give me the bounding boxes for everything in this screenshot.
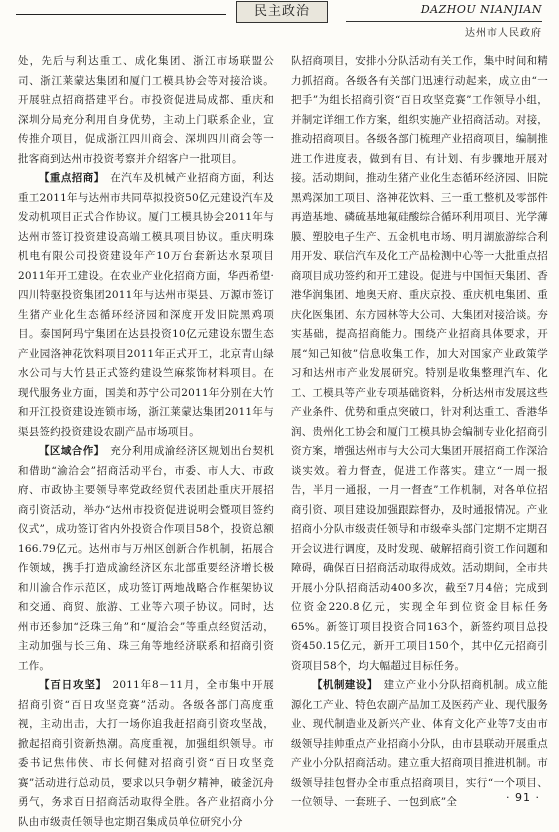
section-heading: 【重点招商】 xyxy=(39,172,105,184)
page-number: · 91 · xyxy=(506,791,540,804)
section-heading: 【百日攻坚】 xyxy=(39,679,108,691)
section-heading: 【区域合作】 xyxy=(39,445,105,457)
paragraph xyxy=(291,52,548,676)
paragraph xyxy=(18,676,274,832)
header-rule-right xyxy=(346,21,542,22)
paragraph-text: 充分利用成渝经济区规划出台契机和借助“渝洽会”招商活动平台，市委、市人大、市政府、市政协主要领导率党政经贸代表团赴重庆开展招商引资活动，举办“达州市投资促进说明会暨项目签约仪式”，成功签订省内外投资合作项目58个，投资总额166.79亿元。达州市与万州区创新合作机制，拓展合作领域，携手打造成渝经济区东北部重要经济增长极和川渝合作示范区，成功签订两地战略合作框架协议和交通、商贸、旅游、工业等六项子协议。同时，达州市还参加“泛珠三角”和“厦洽会”等重点经贸活动，主动加强与长三角、珠三角等地经济联系和招商引资工作。 xyxy=(18,445,275,672)
paragraph xyxy=(18,169,274,442)
paragraph xyxy=(18,52,274,169)
paragraph-text: 2011年8－11月，全市集中开展招商引资“百日攻坚竞赛”活动。各级各部门高度重视，主动出击，大打一场你追我赶招商引资攻坚战，掀起招商引资新热潮。高度重视，加强组织领导。市委书记焦伟侠、市长何健对招商引资“百日攻坚竞赛”活动进行总动员，要求以只争朝夕精神，破釜沉舟勇气，务求百日招商活动取得全胜。各产业招商小分队由市级责任领导也定期召集成员单位研究小分 xyxy=(18,679,274,828)
magazine-title: DAZHOU NIANJIAN xyxy=(420,3,542,16)
paragraph-text: 队招商项目，安排小分队活动有关工作，集中时间和精力抓招商。各级各有关部门迅速行动起来，成立由“一把手”为组长招商引资“百日攻坚竞赛”工作领导小组，并制定详细工作方案，组织实施产业招商活动。对接，推动招商项目。各级各部门梳理产业招商项目，编制推进工作进度表，做到有目、有计划、有步骤地开展对接。活动期间，推动生猪产业化生态循环经济园、旧院黑鸡深加工项目、洛神花饮料、三一重工整机及零部件再造基地、磷硫基地氟硅酸综合循环利用项目、光学薄膜、塑胶电子生产、五金机电市场、明月湖旅游综合利用开发、联信汽车及化工产品检测中心等一大批重点招商项目成功签约和开工建设。促进与中国恒天集团、香港华润集团、地奥天府、重庆京投、重庆机电集团、重庆化医集团、东方园林等大公司、大集团对接洽谈。夯实基础，提高招商能力。围绕产业招商具体要求，开展“知己知彼”信息收集工作，加大对国家产业政策学习和达州市产业发展研究。特别是收集整理汽车、化工、工模具等产业专项基础资料，分析达州市发展这些产业条件、优势和重点突破口，针对利达重工、香港华润、贵州化工协会和厦门工模具协会编制专业化招商引资方案，增强达州市与大公司大集团开展招商工作深洽谈实效。着力督查，促进工作落实。建立“一周一报告，半月一通报，一月一督查”工作机制，对各单位招商引资、项目建设加强跟踪督办，及时通报情况。产业招商小分队市级责任领导和市级牵头部门定期不定期召开会议进行调度，及时发现、破解招商引资工作问题和障碍，确保百日招商活动取得成效。活动期间，全市共开展小分队招商活动400多次，截至7月4倍；完成到位资金220.8亿元，实现全年到位资金目标任务65%。新签订项目投资合同163个，新签约项目总投资450.15亿元，新开工项目150个，其中亿元招商引资项目58个，均大幅超过目标任务。 xyxy=(291,55,548,672)
paragraph-text: 在汽车及机械产业招商方面，利达重工2011年与达州市共同草拟投资50亿元建设汽车及发动机项目正式合作协议。厦门工模具协会2011年与达州市签订投资建设高端工模具项目协议。重庆明珠机电有限公司投资建设年产10万台套新达水泵项目2011年开工建设。在农业产业化招商方面，华西希望·四川特驱投资集团2011年与达州市渠县、万源市签订生猪产业化生态循环经济园和深度开发旧院黑鸡项目。泰国阿玛宁集团在达县投资10亿元建设东盟生态产业园洛神花饮料项目2011年正式开工，北京青山绿水公司与大竹县正式签约建设竺麻浆饰材料项目。在现代服务业方面，国美和苏宁公司2011年分别在大竹和开江投资建设连锁市场，浙江莱蒙达集团2011年与渠县签约投资建设农副产品市场项目。 xyxy=(18,172,275,438)
paragraph xyxy=(18,442,274,676)
page-header xyxy=(0,0,559,52)
section-label: 民主政治 xyxy=(236,1,328,23)
paragraph-text: 建立产业小分队招商机制。成立能源化工产业、特色农副产品加工及医药产业、现代服务业、现代制造业及新兴产业、体育文化产业等7支由市级领导挂帅重点产业招商小分队，由市县联动开展重点产业小分队招商活动。建立重大招商项目推进机制。市级领导挂包督办全市重点招商项目，实行“一个项目、一位领导、一套班子、一包到底”全 xyxy=(291,679,549,808)
organization-name: 达州市人民政府 xyxy=(465,28,542,39)
paragraph-text: 处，先后与利达重工、成化集团、浙江市场联盟公司、浙江莱蒙达集团和厦门工模具协会等对接洽谈。开展驻点招商搭建平台。市投资促进局成都、重庆和深圳分局充分利用自身优势，主动上门联系企业，宣传推介项目，促成浙江四川商会、深圳四川商会等一批客商到达州市投资考察并介绍客户一批项目。 xyxy=(18,55,274,165)
left-column xyxy=(18,52,275,828)
section-heading: 【机制建设】 xyxy=(312,679,378,691)
header-rule xyxy=(16,14,226,15)
